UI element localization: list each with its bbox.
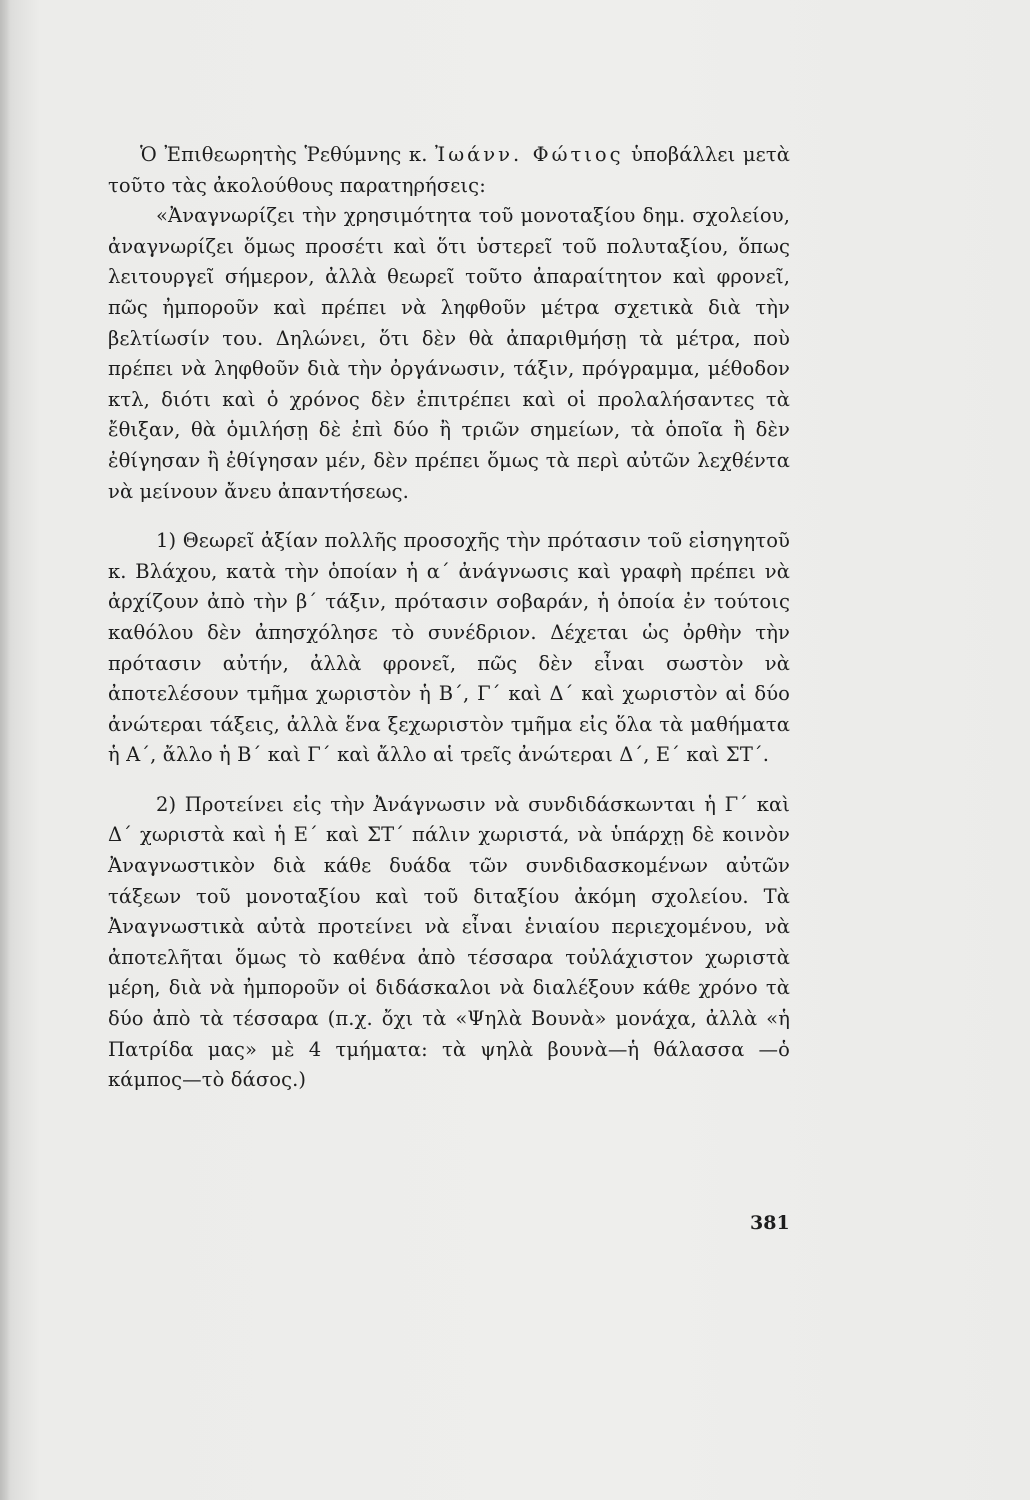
paragraph-1: «Ἀναγνωρίζει τὴν χρησιμότητα τοῦ μονοταξίου δημ. σχολείου, ἀναγνωρίζει ὅμως προσέτι καὶ ὅτι ὑστερεῖ τοῦ πολυταξίου, ὅπως λειτουργεῖ σήμερον, ἀλλὰ θεωρεῖ τοῦτο ἀπαραίτητον καὶ φρονεῖ, πῶς ἠμποροῦν καὶ πρέπει νὰ ληφθοῦν μέτρα σχετικὰ διὰ τὴν βελτίωσίν του. Δηλώνει, ὅτι δὲν θὰ ἀπαριθμήσῃ τὰ μέτρα, ποὺ πρέπει νὰ ληφθοῦν διὰ τὴν ὀργάνωσιν, τάξιν, πρόγραμμα, μέθοδον κτλ, διότι καὶ ὁ χρόνος δὲν ἐπιτρέπει καὶ οἱ προλαλήσαντες τὰ ἔθιξαν, θὰ ὁμιλήσῃ δὲ ἐπὶ δύο ἢ τριῶν σημείων, τὰ ὁποῖα ἢ δὲν ἐθίγησαν ἢ ἐθίγησαν μέν, δὲν πρέπει ὅμως τὰ περὶ αὐτῶν λεχθέντα νὰ μείνουν ἄνευ ἀπαντήσεως. bbox=[108, 204, 790, 503]
page-number: 381 bbox=[750, 1212, 790, 1234]
paragraph-2: 1) Θεωρεῖ ἀξίαν πολλῆς προσοχῆς τὴν πρότασιν τοῦ εἰσηγητοῦ κ. Βλάχου, κατὰ τὴν ὁποίαν ἡ α΄ ἀνάγνωσις καὶ γραφὴ πρέπει νὰ ἀρχίζουν ἀπὸ τὴν β΄ τάξιν, πρότασιν σοβαράν, ἡ ὁποία ἐν τούτοις καθόλου δὲν ἀπησχόλησε τὸ συνέδριον. Δέχεται ὡς ὀρθὴν τὴν πρότασιν αὐτήν, ἀλλὰ φρονεῖ, πῶς δὲν εἶναι σωστὸν νὰ ἀποτελέσουν τμῆμα χωριστὸν ἡ Β΄, Γ΄ καὶ Δ΄ καὶ χωριστὸν αἱ δύο ἀνώτεραι τάξεις, ἀλλὰ ἕνα ξεχωριστὸν τμῆμα εἰς ὅλα τὰ μαθήματα ἡ Α΄, ἄλλο ἡ Β΄ καὶ Γ΄ καὶ ἄλλο αἱ τρεῖς ἀνώτεραι Δ΄, Ε΄ καὶ ΣΤ΄. bbox=[108, 529, 790, 767]
body-text bbox=[108, 140, 790, 1096]
intro-lead: Ὁ Ἐπιθεωρητὴς Ῥεθύμνης κ. bbox=[140, 143, 428, 166]
intro-paragraph bbox=[108, 140, 790, 201]
intro-rest: ὑποβάλλει μετὰ τοῦτο τὰς ἀκολούθους παρατηρήσεις: bbox=[108, 143, 790, 197]
binding-shadow bbox=[0, 0, 10, 1500]
paragraph-3: 2) Προτείνει εἰς τὴν Ἀνάγνωσιν νὰ συνδιδάσκωνται ἡ Γ΄ καὶ Δ΄ χωριστὰ καὶ ἡ Ε΄ καὶ ΣΤ΄ πάλιν χωριστά, νὰ ὑπάρχῃ δὲ κοινὸν Ἀναγνωστικὸν διὰ κάθε δυάδα τῶν συνδιδασκομένων αὐτῶν τάξεων τοῦ μονοταξίου καὶ τοῦ διταξίου ἀκόμη σχολείου. Τὰ Ἀναγνωστικὰ αὐτὰ προτείνει νὰ εἶναι ἑνιαίου περιεχομένου, νὰ ἀποτελῆται ὅμως τὸ καθένα ἀπὸ τέσσαρα τοὐλάχιστον χωριστὰ μέρη, διὰ νὰ ἠμποροῦν οἱ διδάσκαλοι νὰ διαλέξουν κάθε χρόνο τὰ δύο ἀπὸ τὰ τέσσαρα (π.χ. ὄχι τὰ «Ψηλὰ Βουνὰ» μονάχα, ἀλλὰ «ἡ Πατρίδα μας» μὲ 4 τμήματα: τὰ ψηλὰ βουνὰ—ἡ θάλασσα —ὁ κάμπος—τὸ δάσος.) bbox=[108, 792, 790, 1092]
speaker-name: Ἰωάνν. Φώτιος bbox=[435, 143, 624, 166]
